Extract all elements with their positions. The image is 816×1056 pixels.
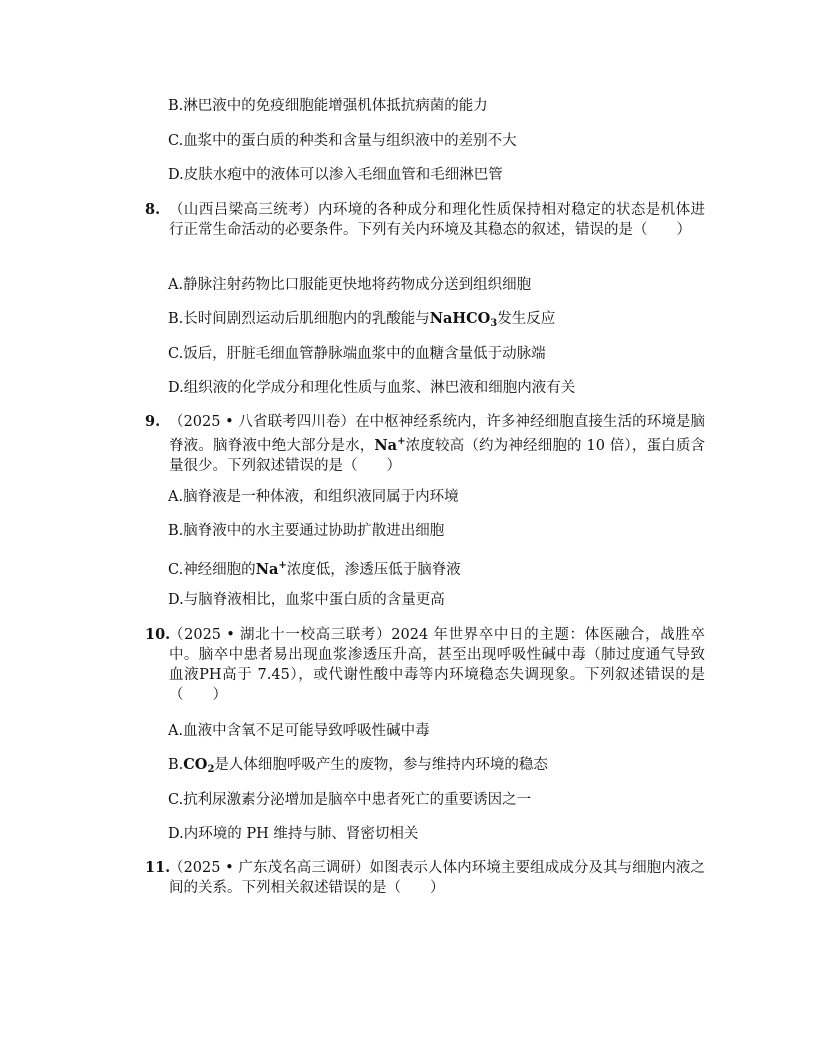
option-letter: C. [168,133,184,149]
q7-option-c[interactable] [168,131,517,151]
question-number: 10. [145,626,171,643]
q8-option-a[interactable] [168,275,531,295]
option-letter: D. [168,380,184,396]
question-number: 8. [145,201,161,218]
option-text: 脑脊液中的水主要通过协助扩散进出细胞 [183,523,445,539]
stem-text: 内环境的各种成分和理化性质保持相对稳定的状态是机体进行正常生命活动的必要条件。下列有关内环境及其稳态的叙述，错误的是（ ） [169,202,705,238]
chemical-formula: CO [183,756,208,773]
question-11 [145,858,705,898]
option-text: 发生反应 [497,311,556,327]
option-text: 静脉注射药物比口服能更快地将药物成分送到组织细胞 [183,277,532,293]
option-text: 皮肤水疱中的液体可以渗入毛细血管和毛细淋巴管 [183,167,503,183]
option-text: 血浆中的蛋白质的种类和含量与组织液中的差别不大 [183,133,517,149]
option-letter: B. [168,757,184,773]
option-text: 组织液的化学成分和理化性质与血浆、淋巴液和细胞内液有关 [183,380,576,396]
question-source: （2025 • 八省联考四川卷） [169,414,356,430]
formula-subscript: 3 [490,318,498,329]
q9-option-d[interactable] [168,590,445,610]
option-letter: D. [168,592,184,608]
q10-option-b[interactable] [168,755,548,780]
ion-symbol: Na [374,437,398,454]
q7-option-d[interactable] [168,165,503,185]
option-letter: B. [168,523,184,539]
option-letter: C. [168,792,184,808]
option-text: 脑脊液是一种体液，和组织液同属于内环境 [183,489,459,505]
stem-text: 浓度较高（约为神经细胞的 10 倍），蛋白质含量很少。下列叙述错误的是（ ） [169,438,706,474]
question-source: （2025 • 湖北十一校高三联考） [169,627,392,643]
q8-option-d[interactable] [168,378,575,398]
option-text: 浓度低，渗透压低于脑脊液 [286,562,461,578]
q10-option-c[interactable] [168,790,531,810]
q9-option-c[interactable] [168,556,461,580]
option-letter: C. [168,346,184,362]
question-source: （山西吕梁高三统考） [169,202,318,218]
q8-option-b[interactable] [168,309,555,334]
q8-option-c[interactable] [168,344,546,364]
formula-subscript: 2 [207,764,215,775]
stem-text: 如图表示人体内环境主要组成成分及其与细胞内液之间的关系。下列相关叙述错误的是（ ） [169,860,705,896]
option-text: 抗利尿激素分泌增加是脑卒中患者死亡的重要诱因之一 [183,792,532,808]
question-number: 11. [145,859,171,876]
q9-option-a[interactable] [168,487,459,507]
q7-option-b[interactable] [168,96,488,116]
option-text: 神经细胞的 [183,562,256,578]
option-letter: A. [168,723,184,739]
option-letter: D. [168,167,184,183]
option-letter: A. [168,277,184,293]
option-letter: B. [168,311,184,327]
q9-option-b[interactable] [168,521,444,541]
question-10 [145,625,705,705]
question-9 [145,412,705,476]
question-stem [145,200,705,240]
option-letter: A. [168,489,184,505]
ion-charge: + [397,436,406,447]
q10-option-a[interactable] [168,721,430,741]
option-text: 血液中含氧不足可能导致呼吸性碱中毒 [183,723,430,739]
chemical-formula: NaHCO [429,310,491,327]
stem-text: 在中枢神经系统内，许多神经细胞直接生活的环境是脑脊液。脑脊液中绝大部分是水， [169,414,706,454]
option-text: 与脑脊液相比，血浆中蛋白质的含量更高 [183,592,445,608]
ion-symbol: Na [255,561,279,578]
option-letter: D. [168,826,184,842]
question-stem [145,412,705,476]
question-stem [145,625,705,705]
question-source: （2025 • 广东茂名高三调研） [169,860,370,876]
stem-text: 2024 年世界卒中日的主题：体医融合，战胜卒中。脑卒中患者易出现血浆渗透压升高，甚至出现呼吸性碱中毒（肺过度通气导致血液PH高于 7.45），或代谢性酸中毒等内环境稳态失调现象。下列叙述错误的是（ ） [169,627,706,703]
option-letter: C. [168,562,184,578]
option-text: 是人体细胞呼吸产生的废物，参与维持内环境的稳态 [214,757,548,773]
option-text: 内环境的 PH 维持与肺、肾密切相关 [183,826,419,842]
q10-option-d[interactable] [168,824,418,844]
option-text: 淋巴液中的免疫细胞能增强机体抵抗病菌的能力 [183,98,488,114]
option-text: 长时间剧烈运动后肌细胞内的乳酸能与 [183,311,430,327]
option-letter: B. [168,98,184,114]
question-8 [145,200,705,240]
ion-charge: + [278,560,287,571]
question-number: 9. [145,413,161,430]
question-stem [145,858,705,898]
option-text: 饭后，肝脏毛细血管静脉端血浆中的血糖含量低于动脉端 [183,346,546,362]
